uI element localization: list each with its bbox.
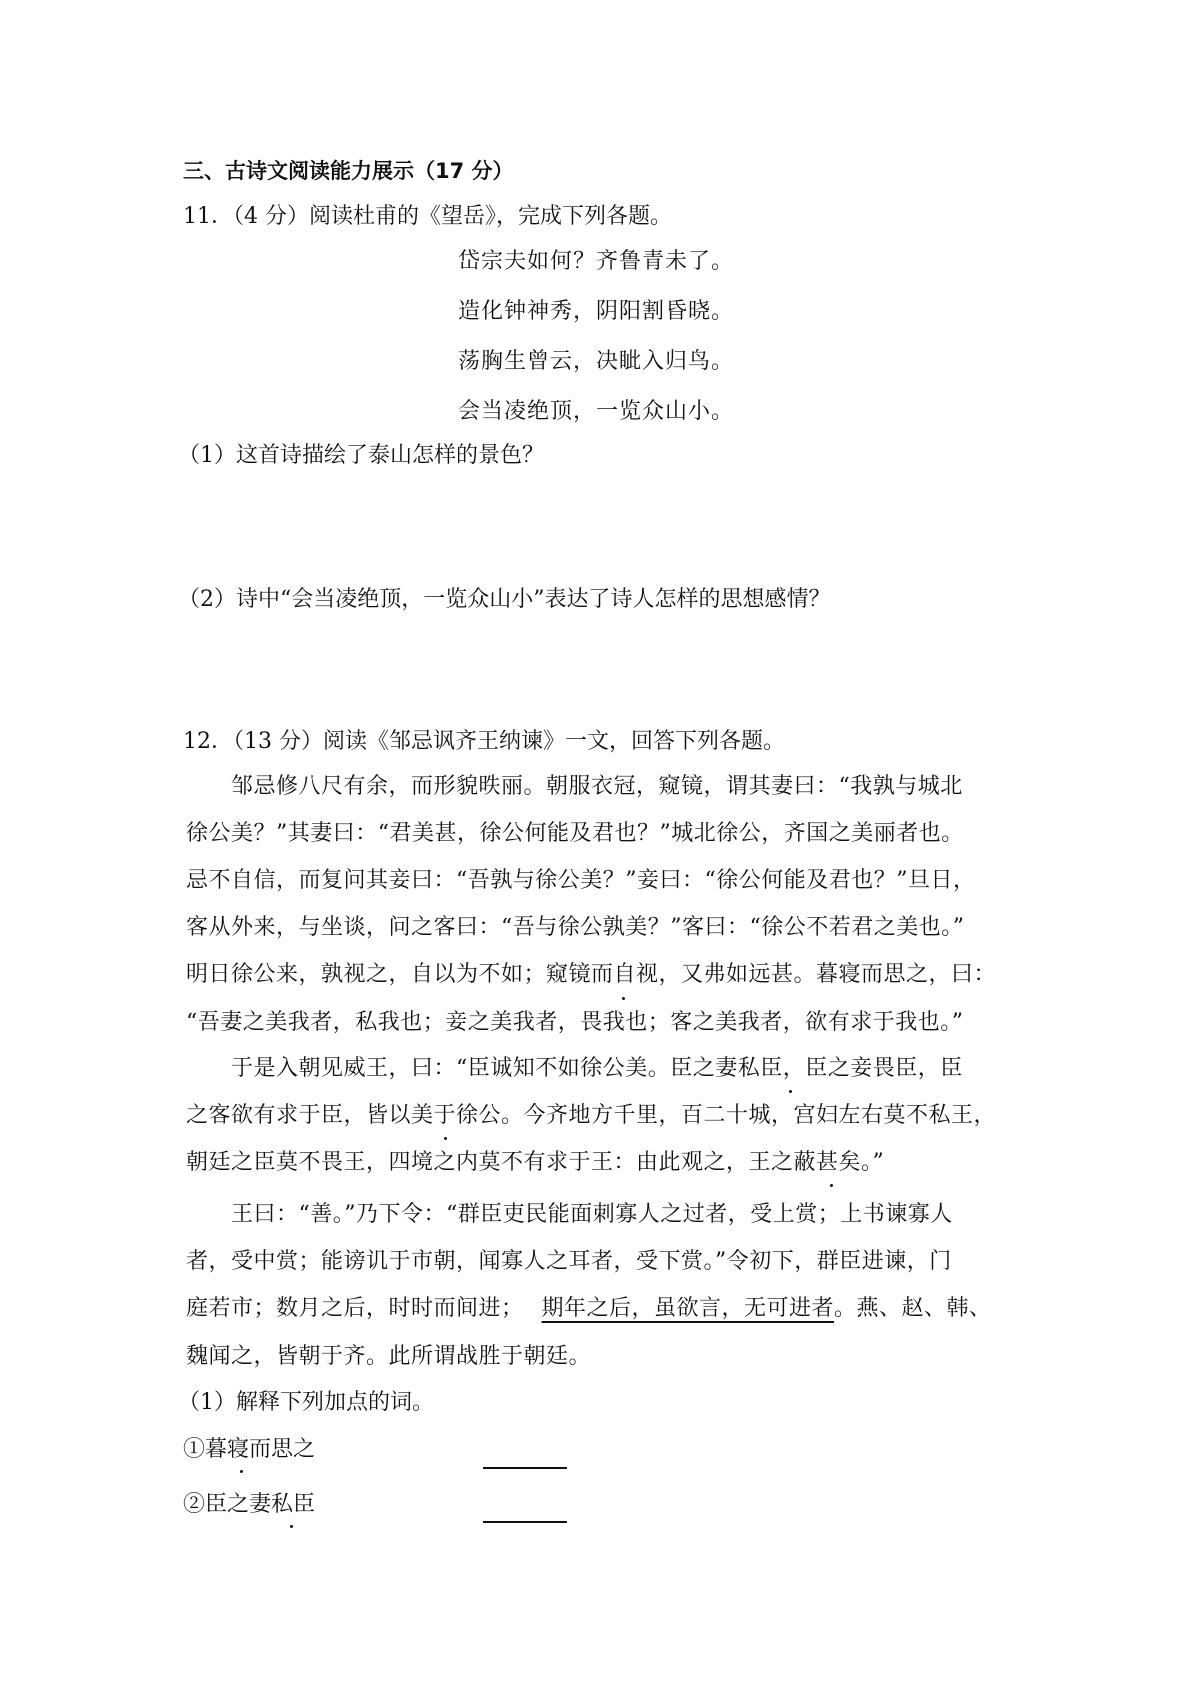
q11-sub2: （2）诗中“会当凌绝顶，一览众山小”表达了诗人怎样的思想感情？	[178, 587, 831, 612]
passage-text: 。燕、赵、韩、	[834, 1296, 992, 1321]
passage-line	[186, 1294, 992, 1324]
passage-text: 庭若市；数月之后，时时而间进；	[186, 1296, 524, 1321]
passage-line: 朝廷之臣莫不畏王，四境之内莫不有求于王：由此观之，王之蔽甚矣。”	[186, 1150, 885, 1175]
q11-sub1: （1）这首诗描绘了泰山怎样的景色？	[178, 443, 544, 468]
emphasis-dot	[240, 1470, 243, 1473]
passage-line: 忌不自信，而复问其妾曰：“吾孰与徐公美？”妾曰：“徐公何能及君也？”旦日，	[186, 868, 976, 893]
vocab-item: ②臣之妻私臣	[183, 1492, 316, 1517]
emphasis-dot	[622, 997, 625, 1000]
poem-line: 造化钟神秀，阴阳割昏晓。	[458, 299, 735, 324]
passage-line: “吾妻之美我者，私我也；妾之美我者，畏我也；客之美我者，欲有求于我也。”	[186, 1010, 964, 1035]
passage-line: 王曰：“善。”乃下令：“群臣吏民能面刺寡人之过者，受上赏；上书谏寡人	[231, 1202, 953, 1227]
poem-line: 荡胸生曾云，决眦入归鸟。	[458, 349, 735, 374]
section-title: 三、古诗文阅读能力展示（17 分）	[183, 159, 514, 183]
passage-line: 徐公美？”其妻曰：“君美甚，徐公何能及君也？”城北徐公，齐国之美丽者也。	[186, 821, 964, 846]
vocab-item: ①暮寝而思之	[183, 1437, 316, 1462]
emphasis-dot	[830, 1184, 833, 1187]
emphasis-dot	[290, 1525, 293, 1528]
passage-line: 明日徐公来，孰视之，自以为不如；窥镜而自视，又弗如远甚。暮寝而思之，曰：	[186, 962, 997, 987]
q12-sub1: （1）解释下列加点的词。	[178, 1390, 434, 1415]
q11-header: 11．（4 分）阅读杜甫的《望岳》，完成下列各题。	[183, 204, 672, 229]
emphasis-dot	[789, 1090, 792, 1093]
passage-line: 客从外来，与坐谈，问之客曰：“吾与徐公孰美？”客曰：“徐公不若君之美也。”	[186, 915, 965, 940]
passage-line: 之客欲有求于臣，皆以美于徐公。今齐地方千里，百二十城，宫妇左右莫不私王，	[186, 1103, 997, 1128]
poem-line: 会当凌绝顶，一览众山小。	[458, 399, 735, 424]
answer-blank[interactable]	[483, 1521, 567, 1523]
emphasis-dot	[444, 1137, 447, 1140]
passage-line: 于是入朝见威王，曰：“臣诚知不如徐公美。臣之妻私臣，臣之妾畏臣，臣	[231, 1056, 963, 1081]
answer-blank[interactable]	[483, 1467, 567, 1469]
passage-line: 者，受中赏；能谤讥于市朝，闻寡人之耳者，受下赏。”令初下，群臣进谏，门	[186, 1249, 952, 1274]
q12-header: 12．（13 分）阅读《邹忌讽齐王纳谏》一文，回答下列各题。	[183, 729, 785, 754]
poem-line: 岱宗夫如何？齐鲁青未了。	[458, 249, 735, 274]
underlined-sentence: 期年之后，虽欲言，无可进者	[541, 1296, 835, 1321]
passage-line: 邹忌修八尺有余，而形貌昳丽。朝服衣冠，窥镜，谓其妻曰：“我孰与城北	[231, 774, 963, 799]
passage-line: 魏闻之，皆朝于齐。此所谓战胜于朝廷。	[186, 1344, 592, 1369]
